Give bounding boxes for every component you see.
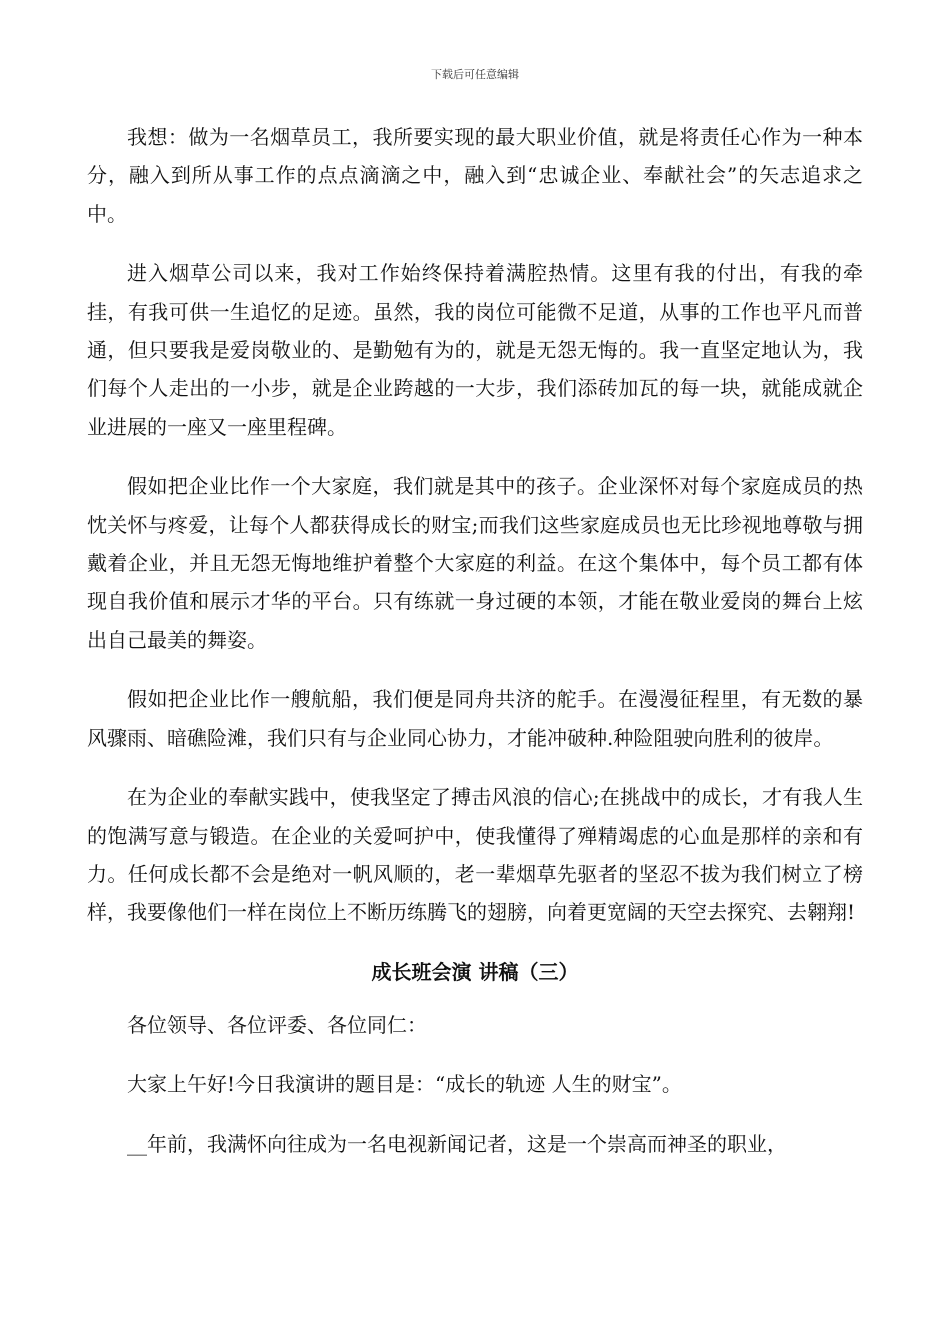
document-body (87, 118, 863, 1184)
page-header: 下载后可任意编辑 (431, 68, 519, 81)
paragraph: 假如把企业比作一个大家庭，我们就是其中的孩子。企业深怀对每个家庭成员的热忱关怀与疼爱，让每个人都获得成长的财宝;而我们这些家庭成员也无比珍视地尊敬与拥戴着企业，并且无怨无悔地维护着整个大家庭的利益。在这个集体中，每个员工都有体现自我价值和展示才华的平台。只有练就一身过硬的本领，才能在敬业爱岗的舞台上炫出自己最美的舞姿。 (87, 474, 863, 652)
paragraph: 假如把企业比作一艘航船，我们便是同舟共济的舵手。在漫漫征程里，有无数的暴风骤雨、暗礁险滩，我们只有与企业同心协力，才能冲破种.种险阻驶向胜利的彼岸。 (87, 687, 863, 750)
paragraph: 我想：做为一名烟草员工，我所要实现的最大职业价值，就是将责任心作为一种本分，融入到所从事工作的点点滴滴之中，融入到“忠诚企业、奉献社会”的矢志追求之中。 (87, 125, 863, 226)
intro-paragraph: 大家上午好!今日我演讲的题目是：“成长的轨迹 人生的财宝”。 (127, 1072, 682, 1097)
paragraph: 在为企业的奉献实践中，使我坚定了搏击风浪的信心;在挑战中的成长，才有我人生的饱满写意与锻造。在企业的关爱呵护中，使我懂得了殚精竭虑的心血是那样的亲和有力。任何成长都不会是绝对一帆风顺的，老一辈烟草先驱者的坚忍不拔为我们树立了榜样，我要像他们一样在岗位上不断历练腾飞的翅膀，向着更宽阔的天空去探究、去翱翔! (87, 785, 863, 925)
paragraph: 进入烟草公司以来，我对工作始终保持着满腔热情。这里有我的付出，有我的牵挂，有我可供一生追忆的足迹。虽然，我的岗位可能微不足道，从事的工作也平凡而普通，但只要我是爱岗敬业的、是勤勉有为的，就是无怨无悔的。我一直坚定地认为，我们每个人走出的一小步，就是企业跨越的一大步，我们添砖加瓦的每一块，就能成就企业进展的一座又一座里程碑。 (87, 261, 863, 439)
section-title: 成长班会演 讲稿（三） (371, 959, 579, 984)
greeting-paragraph: 各位领导、各位评委、各位同仁： (127, 1012, 427, 1037)
paragraph: __年前，我满怀向往成为一名电视新闻记者，这是一个崇高而神圣的职业， (127, 1131, 787, 1156)
